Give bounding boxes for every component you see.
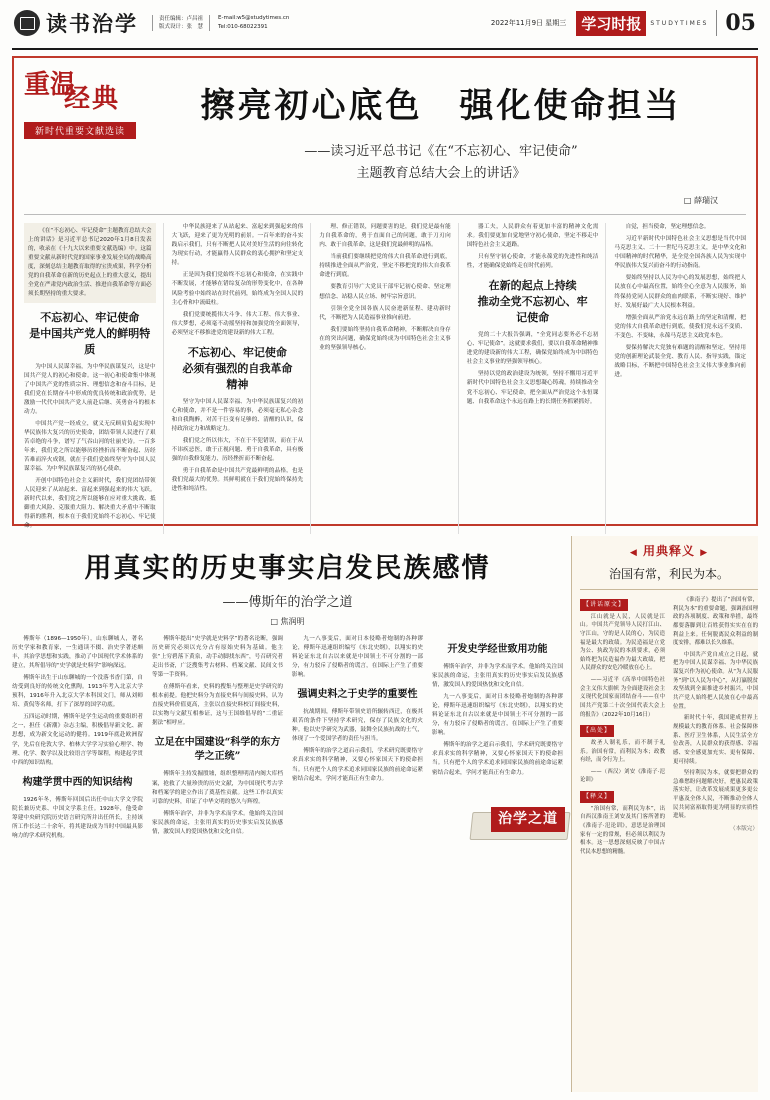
- page-number: 05: [716, 10, 756, 36]
- newspaper-logo-icon: [14, 10, 40, 36]
- top-article-subhead-2: [172, 345, 304, 393]
- paragraph: 九一八事变后，面对日本侵略者炮制的各种谬论，傅斯年迅速组织编写《东北史纲》，以翔实的史料论证东北自古以来就是中国领土不可分割的一部分，有力驳斥了侵略者的谎言，在国际上产生了重要影响。: [292, 636, 423, 679]
- paragraph: 坚守为中国人民谋幸福、为中华民族谋复兴的初心和使命，并不是一件容易的事，必须毫无私心杂念和自我陶醉，对苦干巨变有足够的、清醒的认识，保持政治定力和战略定力。: [171, 398, 304, 432]
- right-rail-header: [580, 542, 758, 559]
- paragraph: 为中国人民谋幸福，为中华民族谋复兴，这是中国共产党人的初心和使命。这一初心和使命集中体现了中国共产党的性质宗旨、理想信念和奋斗目标，是我们党在长期奋斗中形成的优良传统和政治优势，是激励一代代中国共产党人前赴后继、英勇奋斗的根本动力。: [24, 363, 156, 415]
- section-tag: 【讲话原文】: [580, 599, 628, 611]
- right-rail-header-label: 用典释义: [642, 544, 695, 558]
- paragraph: 习近平新时代中国特色社会主义思想是当代中国马克思主义、二十一世纪马克思主义，是中华文化和中国精神的时代精华，是全党全国各族人民为实现中华民族伟大复兴而奋斗的行动指南。: [614, 236, 746, 270]
- paragraph: ——习近平《高举中国特色社会主义伟大旗帜 为全面建设社会主义现代化国家而团结奋斗——在中国共产党第二十次全国代表大会上的报告》（2022年10月16日）: [580, 677, 665, 718]
- paragraph: 新时代十年，我国建成世界上规模最大的教育体系、社会保障体系、医疗卫生体系，人民生活全方位改善，人民群众的获得感、幸福感、安全感更加充实、更有保障、更可持续。: [673, 715, 758, 765]
- top-article-column-4: [467, 223, 607, 534]
- paragraph: 中国共产党一经成立，就义无反顾肩负起实现中华民族伟大复兴的历史使命，团结带领人民进行了艰苦卓绝的斗争，谱写了气吞山河的壮丽史诗。一百多年来，我们党之所以能够历经挫折而不断奋起、历经苦难而淬火成钢，就在于我们党始终坚守为中国人民谋幸福、为中华民族谋复兴的初心使命。: [24, 420, 156, 473]
- top-article-headline: 擦亮初心底色 强化使命担当: [200, 86, 682, 126]
- paragraph: 在傅斯年看来，史料的搜集与整理是史学研究的根本前提。他把史料分为直接史料与间接史料，认为直接史料价值更高，主张以直接史料校订间接史料，以实物与文献互相参证，这与王国维倡导的“二重证据法”相呼应。: [152, 684, 283, 727]
- top-article-column-3: [319, 223, 459, 534]
- bottom-column-3: [292, 635, 423, 844]
- paragraph: 我们要始终坚持自我革命精神，不断解决自身存在的突出问题，确保党始终成为中国特色社会主义事业的坚强领导核心。: [319, 326, 451, 351]
- newspaper-brand: 学习时报: [576, 11, 646, 36]
- column-badge-subtitle: 新时代重要文献选读: [24, 122, 136, 139]
- bottom-column-2: [152, 635, 283, 844]
- paragraph: 抗战期间，傅斯年带领史语所辗转西迁，在极其艰苦的条件下坚持学术研究，保存了民族文化的火种。他以史学研究为武器，鼓舞全民族抗战的士气，体现了一个爱国学者的责任与担当。: [292, 709, 423, 743]
- column-badge: [24, 72, 136, 139]
- subhead-2-line-2: 必须有强烈的自我革命: [182, 361, 293, 375]
- bottom-article-columns: [12, 635, 563, 844]
- right-rail-quote: 治国有常，利民为本。: [580, 565, 758, 590]
- bottom-subhead-1: 构建学贯中西的知识结构: [22, 776, 133, 788]
- paragraph: 傅斯年治学，并非为学术而学术。他始终关注国家民族的命运，主张用真实的历史事实启发民族感情，激发国人的爱国热忱和文化自信。: [152, 810, 283, 835]
- paragraph: 要教育引导广大党员干部牢记初心使命、坚定理想信念、站稳人民立场、树牢宗旨意识。: [319, 284, 451, 300]
- top-article-subhead: [142, 141, 740, 185]
- column-badge-logo: [24, 72, 136, 118]
- bottom-subhead-3: 强调史料之于史学的重要性: [297, 689, 418, 701]
- paragraph: 开创中国特色社会主义新时代，我们党团结带领人民迎来了从站起来、富起来到强起来的伟大飞跃。新时代以来，我们党之所以能够在应对重大挑战、抵御重大风险、克服重大阻力、解决重大矛盾中不断取得新的胜利，根本在于我们党始终不忘初心、牢记使命。: [24, 478, 156, 530]
- triangle-left-icon: ◀: [629, 548, 638, 558]
- top-article-subhead-3: [467, 278, 599, 326]
- paragraph: 党的二十大报告强调，“全党同志要务必不忘初心、牢记使命”。这就要求我们，要以自我革命精神推进党的建设新的伟大工程，确保党始终成为中国特色社会主义事业的坚强领导核心。: [466, 332, 599, 366]
- column-badge-line1: 重温: [24, 70, 77, 100]
- newspaper-brand-en: STUDYTIMES: [650, 19, 709, 27]
- subhead-line-2: 主题教育总结大会上的讲话》: [356, 166, 526, 182]
- bottom-article-subtitle: ——傅斯年的治学之道: [222, 595, 353, 610]
- right-rail-column-1: [580, 596, 665, 860]
- masthead: [12, 0, 758, 50]
- top-article: [12, 56, 758, 530]
- subhead-line-1: ——读习近平总书记《在“不忘初心、牢记使命”: [304, 144, 578, 159]
- top-article-author: □ 薛瑞汉: [683, 196, 718, 206]
- paragraph: 傅斯年（1896—1950年），山东聊城人，著名历史学家和教育家，一生通读不辍、治史学著述颇丰，其治学思想和实践，推动了中国现代学术体系的建立，其所倡导的“史学就是史料学”影响深远。: [12, 636, 143, 670]
- paragraph: 1926年冬，傅斯年回国后出任中山大学文学院院长兼历史系、中国文学系主任。1928年，他受命筹建中央研究院历史语言研究所并出任所长，主持该所工作长达二十余年，将其建设成为当时中国最具影响力的学术研究机构。: [12, 796, 143, 839]
- publication-date: 2022年11月9日 星期三: [490, 19, 567, 27]
- paragraph: 五四运动时期，傅斯年是学生运动的重要组织者之一，担任《新潮》杂志主编，积极倡导新文化、新思想，成为新文化运动的健将。1919年底赴欧洲留学，先后在伦敦大学、柏林大学学习实验心理学、物理、化学、数学以及比较语言学等课程，构建起学贯中西的知识结构。: [12, 714, 143, 766]
- paragraph: “治国有常，而利民为本”，出自西汉淮南王刘安及其门客所著的《淮南子·氾论训》，意思是治理国家有一定的常规，但必须以利民为根本。这一思想深刻反映了中国古代民本思想的精髓。: [580, 805, 665, 855]
- section-tag: 【出处】: [580, 725, 614, 737]
- subhead-3-line-3: 记使命: [516, 311, 550, 325]
- bottom-column-1: [12, 635, 143, 844]
- paragraph: 傅斯年出生于山东聊城的一个没落书香门第，自幼受到良好的传统文化熏陶。1913年考入北京大学预科，1916年升入北京大学本科国文门，师从刘师培、黄侃等名师，打下了深厚的国学功底。: [12, 675, 143, 709]
- divider: [24, 214, 746, 215]
- paragraph: 傅斯年主持发掘殷墟，组织整理明清内阁大库档案，抢救了大量珍贵的历史文献，为中国现代考古学和档案学的建立作出了奠基性贡献。这些工作以真实可靠的史料，印证了中华文明的悠久与辉煌。: [152, 771, 283, 805]
- triangle-right-icon: ▶: [700, 548, 709, 558]
- paragraph: 故圣人制礼乐，而不制于礼乐。治国有常，而利民为本；政教有经，而令行为上。: [580, 739, 665, 764]
- paragraph: 坚持以党的政治建设为统领，坚持不懈用习近平新时代中国特色社会主义思想凝心铸魂，持续推动全党不忘初心、牢记使命，把全面从严治党这个永恒课题、自我革命这个永远在路上的长期任务抓紧抓好。: [466, 371, 599, 405]
- subhead-1-line-2: 是中国共产党人的鲜明特质: [29, 326, 151, 356]
- bottom-column-4: [432, 635, 563, 844]
- paragraph: 中华民族迎来了从站起来、富起来到强起来的伟大飞跃，迎来了更为光明的前景。一百年来的奋斗实践启示我们，只有不断把人民对美好生活的向往转化为现实行动，才能赢得人民群众的衷心拥护和坚定支持。: [171, 224, 304, 267]
- right-rail-column-2: [673, 596, 758, 860]
- top-article-header: [24, 66, 746, 185]
- top-article-column-1: [24, 223, 164, 534]
- paragraph: 要始终坚持以人民为中心的发展思想，始终把人民放在心中最高位置，始终全心全意为人民服务，始终保持党同人民群众的血肉联系，不断实现好、维护好、发展好最广大人民根本利益。: [614, 275, 746, 309]
- paragraph: 傅斯年治学，并非为学术而学术。他始终关注国家民族的命运，主张用真实的历史事实启发民族感情，激发国人的爱国热忱和文化自信。: [432, 664, 563, 689]
- bottom-subhead-4: 开发史学经世致用功能: [447, 644, 548, 655]
- column-badge-line2: 经典: [64, 84, 121, 114]
- paragraph: ——（西汉）刘安《淮南子·氾论训》: [580, 768, 665, 784]
- paragraph: 增强全面从严治党永远在路上的坚定和清醒，把党的伟大自我革命进行到底，使我们党永远不变质、不变色、不变味，永葆马克思主义政党本色。: [614, 314, 746, 339]
- bottom-subhead-2: 立足在中国建设“科学的东方学之正统”: [154, 737, 281, 763]
- paragraph: 坚持利民为本，就要把群众的急难愁盼问题解决好，把惠民政策落实好，让改革发展成果更多更公平惠及全体人民，不断推动全体人民共同富裕取得更为明显的实质性进展。: [673, 770, 758, 820]
- paragraph: 理、修正错误，问题要害的是，我们党是最有能力自我革命的，勇于直面自己的问题，敢于刀刃向内、敢于自我革命，这是我们党最鲜明的品格。: [319, 224, 451, 249]
- decorative-stamp: [471, 786, 567, 840]
- credit-line-2: 版式设计：张 慧: [159, 24, 204, 30]
- subhead-2-line-1: 不忘初心、牢记使命: [187, 345, 287, 359]
- paragraph: 器工夫，人民群众有着更加丰富的精神文化需求。我们要更加自觉地坚守初心使命，坚定不移走中国特色社会主义道路。: [466, 224, 599, 249]
- editor-credits: [152, 15, 210, 32]
- bottom-article-author: □ 焦润明: [270, 617, 305, 626]
- top-article-subhead-1: [24, 310, 156, 358]
- lead-text: 《在“不忘初心、牢记使命”主题教育总结大会上的讲话》是习近平总书记2020年1月8日发表的，收录在《十九大以来重要文献选编》中。这篇重要文献从新时代党的国家事业发展全局的战略高度，深刻总结主题教育取得的宝贵成果，科学分析党的自我革命在新的历史起点上的重大意义，提出全党在严肃党内政治生活、推进自我革命等方面必须长期坚持的重大要求。: [28, 228, 152, 297]
- contact-phone: Tel:010-68022391: [218, 24, 268, 30]
- paragraph: 江山就是人民，人民就是江山。中国共产党领导人民打江山、守江山，守的是人民的心，为民造福是最大的政绩。为民造福是立党为公、执政为民的本质要求，必须始终把为民造福作为最大政绩，把人民群众的安危冷暖放在心上。: [580, 613, 665, 672]
- paragraph: 引领全党全国各族人民奋进新征程、建功新时代，不断把为人民造福事业推向前进。: [319, 305, 451, 321]
- paragraph: 傅斯年提出“史学就是史料学”的著名论断，强调历史研究必须以充分占有原始史料为基础。他主张“上穷碧落下黄泉，动手动脚找东西”，号召研究者走出书斋，广泛搜集考古材料、档案文献、民间文书等第一手资料。: [152, 636, 283, 679]
- paragraph: 只有坚守初心使命，才能永葆党的先进性和纯洁性，才能确保党始终走在时代前列。: [466, 254, 599, 270]
- contact-info: [218, 14, 289, 31]
- top-article-column-5: [614, 223, 746, 534]
- section-tag: 【释义】: [580, 791, 614, 803]
- subhead-3-line-1: 在新的起点上持续: [488, 279, 577, 293]
- paragraph: 傅斯年的治学之道启示我们，学术研究既要恪守求真求实的科学精神，又要心怀家国天下的使命担当。只有把个人的学术追求同国家民族的前途命运紧密结合起来，学问才能真正有生命力。: [292, 748, 423, 782]
- subhead-3-line-2: 推动全党不忘初心、牢: [477, 295, 588, 309]
- top-article-title-block: [136, 66, 746, 185]
- subhead-2-line-3: 精神: [226, 377, 249, 391]
- paragraph: 九一八事变后，面对日本侵略者炮制的各种谬论，傅斯年迅速组织编写《东北史纲》，以翔实的史料论证东北自古以来就是中国领土不可分割的一部分，有力驳斥了侵略者的谎言，在国际上产生了重要影响。: [432, 694, 563, 737]
- paragraph: 我们党要统揽伟大斗争、伟大工程、伟大事业、伟大梦想，必须毫不动摇坚持和加强党的全面领导，必须坚定不移推进党的建设新的伟大工程。: [171, 311, 304, 336]
- section-title: 读书治学: [46, 11, 138, 36]
- end-note: （本版完）: [730, 826, 758, 833]
- right-rail: [571, 536, 758, 1092]
- top-article-column-2: [172, 223, 312, 534]
- paragraph: 《淮南子》提出了“治国有常，利民为本”的重要命题，强调治国理政的各项制度、政策和举措，最终都要落脚到让百姓获得实实在在的利益上来。任何脱离民众利益的制度安排，都难以长久维系。: [673, 597, 758, 647]
- contact-email: E-mail:w5@studytimes.cn: [218, 15, 290, 22]
- top-article-lead: [24, 223, 156, 303]
- right-rail-columns: [580, 596, 758, 860]
- stamp-seal-text: 治学之道: [491, 807, 565, 832]
- bottom-section: [12, 536, 758, 1092]
- paragraph: 傅斯年的治学之道启示我们，学术研究既要恪守求真求实的科学精神，又要心怀家国天下的使命担当。只有把个人的学术追求同国家民族的前途命运紧密结合起来，学问才能真正有生命力。: [432, 742, 563, 776]
- paragraph: 自觉，担当使命，坚定理想信念。: [625, 224, 710, 231]
- subhead-1-line-1: 不忘初心、牢记使命: [40, 310, 140, 324]
- bottom-left-article: [12, 536, 563, 1092]
- paragraph: 中国共产党自成立之日起，就把为中国人民谋幸福、为中华民族谋复兴作为初心使命。从“为人民服务”到“以人民为中心”，从打赢脱贫攻坚战到全面推进乡村振兴，中国共产党人始终把人民放在心中最高位置。: [673, 651, 758, 710]
- paragraph: 我们党之所以伟大，不在于不犯错误，而在于从不讳疾忌医，敢于正视问题、勇于自我革命，具有极强的自我修复能力，历经挫折而不断奋起。: [171, 437, 304, 462]
- paragraph: 要保持解决大党独有难题的清醒和坚定，坚持用党的创新理论武装全党、教育人民、指导实践，锚定战略目标，不断把中国特色社会主义伟大事业推向前进。: [614, 344, 746, 378]
- paragraph: 正是因为我们党始终不忘初心和使命，在实践中不断发展，才能够在错综复杂的形势变化中，在各种风险考验中始终站在时代前列，始终成为全国人民的主心骨和中流砥柱。: [171, 272, 304, 306]
- paragraph: 当前我们要继续把党的伟大自我革命进行到底，持续推进全面从严治党，坚定不移把党的伟大自我革命进行到底。: [319, 254, 451, 279]
- bottom-article-title: 用真实的历史事实启发民族感情: [84, 553, 491, 584]
- credit-line-1: 责任编辑：卢昌祖: [159, 15, 204, 22]
- paragraph: 勇于自我革命是中国共产党最鲜明的品格，也是我们党最大的优势。其鲜明就在于我们党始终保持先进性和纯洁性。: [171, 467, 304, 492]
- top-article-columns: [24, 223, 746, 534]
